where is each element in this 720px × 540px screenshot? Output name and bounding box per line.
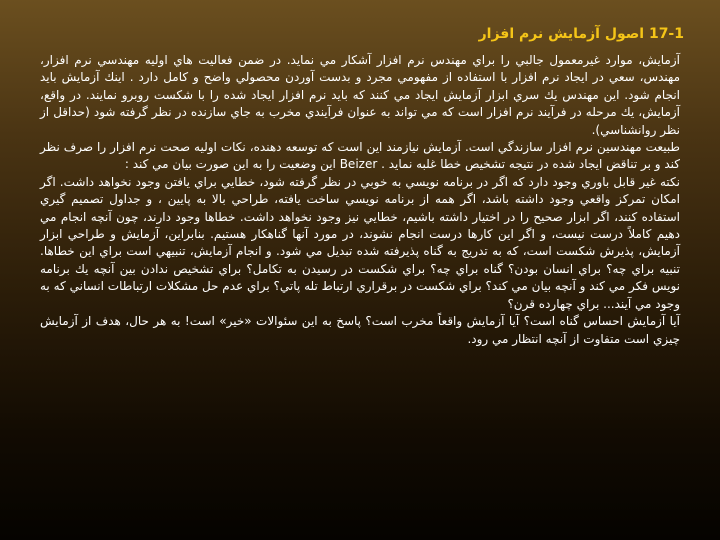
paragraph-beizer-quote: نكته غير قابل باوري وجود دارد كه اگر در برنامه نويسي به خوبي در نظر گرفته شود، خطايي براي يافتن وجود نخواهد داشت. اگر امكان تمركز واقعي وجود داشته باشد، اگر همه از برنامه نويسي ساخت يافته، طراحي بالا به پايين ، و جداول تصميم گيري استفاده كنند، اگر ابزار صحيح را در اختيار داشته باشيم، خطايي نيز وجود نخواهد داشت. خطاها وجود دارند، چون آنچه انجام مي دهيم كاملاً درست نيست، و اگر اين كارها درست انجام نشوند، در مورد آنها گناهكار هستيم. بنابراين، آزمايش و طراحي ابزار آزمايش، پذيرش شكست است، كه به تدريج به گناه پذيرفته شده تبديل مي شود. و انجام آزمايش، تنبيهي است براي اين خطاها. تنبيه براي چه؟ براي انسان بودن؟ گناه براي چه؟ براي شكست در رسيدن به تكامل؟ براي تشخيص ندادن بين آنچه يك برنامه نويس فكر مي كند و آنچه بيان مي كند؟ براي شكست در برقراري ارتباط تله پاتي؟ براي عدم حل مشكلات ارتباطات انساني كه به وجود مي آيند... براي چهارده قرن؟ [40, 174, 680, 311]
slide-title: 17-1 اصول آزمايش نرم افزار [478, 26, 684, 42]
slide-body [40, 52, 680, 348]
paragraph-conclusion: آيا آزمايش احساس گناه است؟ آيا آزمايش واقعاً مخرب است؟ پاسخ به اين سئوالات «خير» است! به هر حال، هدف از آزمايش چيزي است متفاوت از آنچه انتظار مي رود. [40, 314, 680, 346]
paragraph-intro: آزمايش، موارد غيرمعمول جالبي را براي مهندس نرم افزار آشكار مي نمايد. در ضمن فعاليت هاي اوليه مهندسي نرم افزار، مهندس، سعي در ايجاد نرم افزار با استفاده از مفهومي مجرد و بدست آوردن محصولي واضح و كامل دارد . اينك آزمايش بايد انجام شود. اين مهندس يك سري ابزار آزمايش ايجاد مي كنند كه بايد نرم افزار ايجاد شده را با شكست روبرو نمايند. در واقع، آزمايش، يك مرحله در فرآيند نرم افزار است كه مي تواند به عنوان فرآيندي مخرب به جاي سازنده در نظر گرفته شود (حداقل از نظر روانشناسي). [40, 53, 680, 137]
paragraph-nature: طبيعت مهندسين نرم افزار سازندگي است. آزمايش نيازمند اين است كه توسعه دهنده، نكات اوليه صحت نرم افزار را صرف نظر كند و بر تناقض ايجاد شده در نتيجه تشخيص خطا غلبه نمايد . Beizer اين وضعيت را به اين صورت بيان مي كند : [40, 140, 680, 172]
